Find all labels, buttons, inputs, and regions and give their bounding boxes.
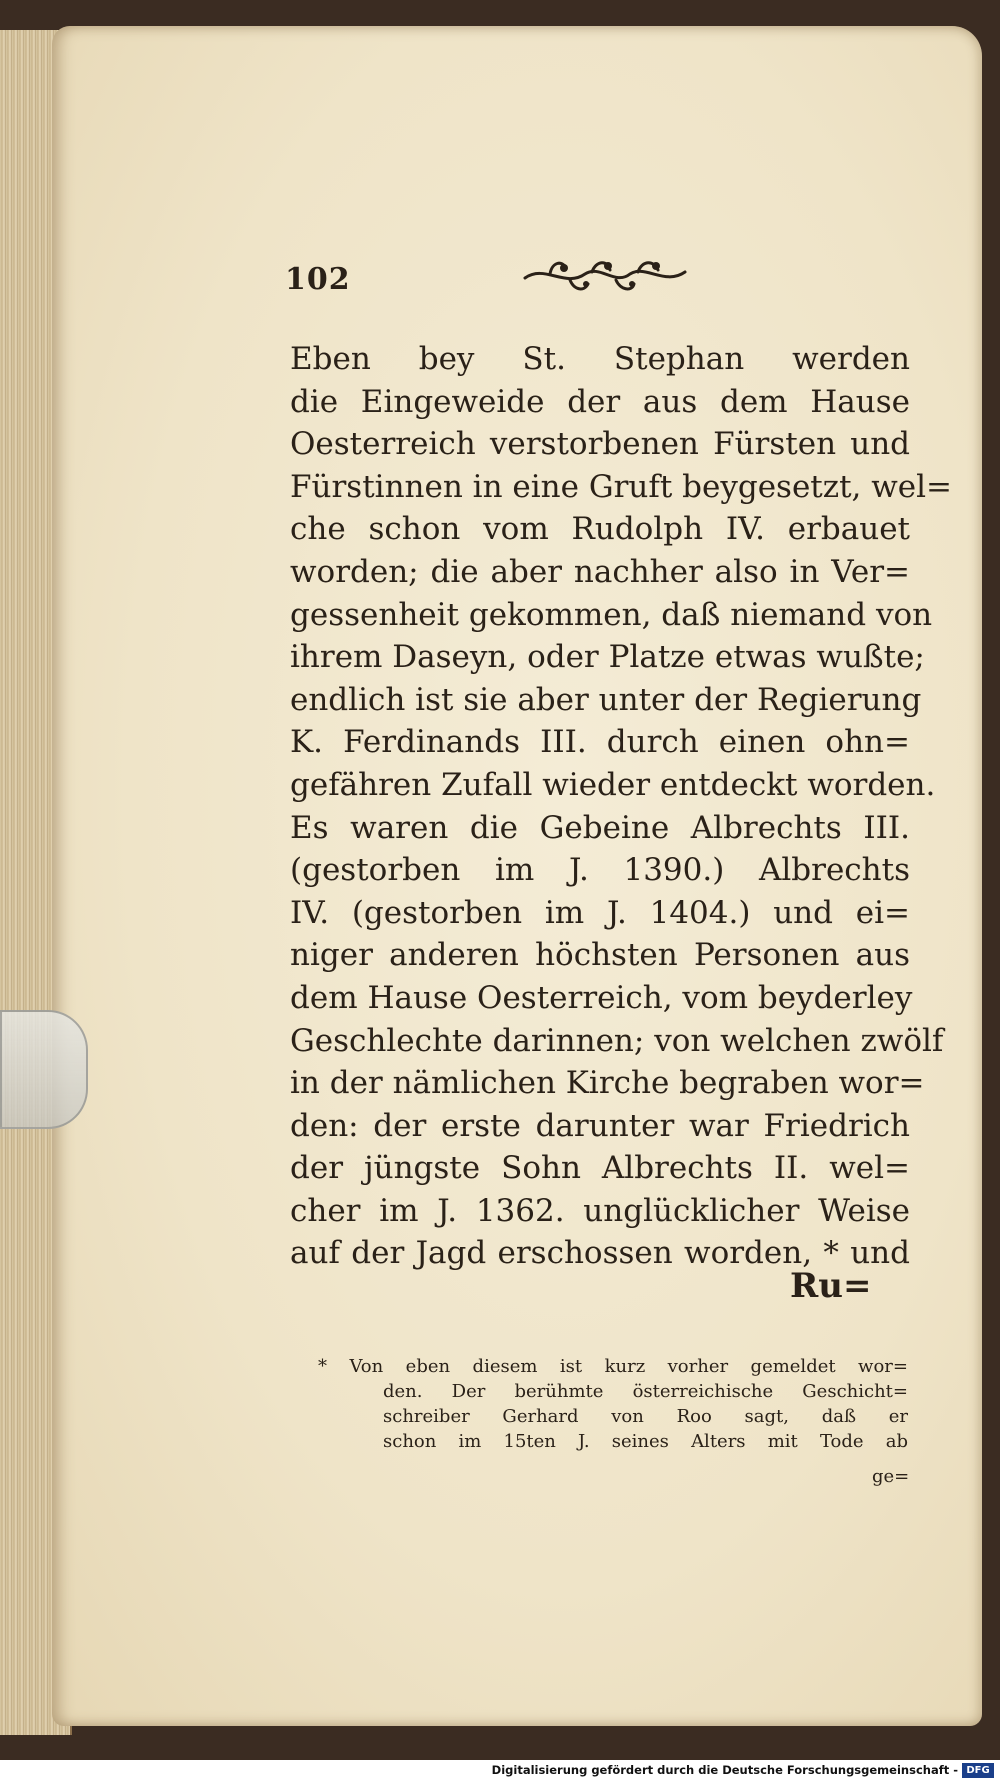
body-line: auf der Jagd erschossen worden, * und xyxy=(290,1235,910,1272)
body-line: Oesterreich verstorbenen Fürsten und xyxy=(290,426,910,463)
body-line: che schon vom Rudolph IV. erbauet xyxy=(290,511,910,548)
body-line: (gestorben im J. 1390.) Albrechts xyxy=(290,852,910,889)
body-line: worden; die aber nachher also in Ver= xyxy=(290,553,910,590)
body-line: niger anderen höchsten Personen aus xyxy=(290,937,910,974)
body-line: endlich ist sie aber unter der Regierung xyxy=(290,681,922,718)
body-line: Es waren die Gebeine Albrechts III. xyxy=(290,809,910,846)
footnote-catchword: ge= xyxy=(872,1466,910,1487)
footnote-line: schreiber Gerhard von Roo sagt, daß er xyxy=(383,1406,908,1427)
body-line: cher im J. 1362. unglücklicher Weise xyxy=(290,1192,910,1229)
body-line: in der nämlichen Kirche begraben wor= xyxy=(290,1065,925,1102)
body-line: dem Hause Oesterreich, vom beyderley xyxy=(290,979,913,1016)
body-line: der jüngste Sohn Albrechts II. wel= xyxy=(290,1150,910,1187)
dfg-logo: DFG xyxy=(962,1763,994,1778)
digitization-credit: Digitalisierung gefördert durch die Deutsche Forschungsgemeinschaft - xyxy=(491,1763,958,1777)
body-line: Eben bey St. Stephan werden xyxy=(290,341,910,377)
footnote xyxy=(318,1354,908,1454)
page-number: 102 xyxy=(285,262,351,297)
footnote-line: den. Der berühmte österreichische Geschicht= xyxy=(383,1381,908,1402)
body-line: gefähren Zufall wieder entdeckt worden. xyxy=(290,766,936,803)
body-text xyxy=(290,338,953,1275)
body-line: IV. (gestorben im J. 1404.) und ei= xyxy=(290,894,910,931)
body-line: Fürstinnen in eine Gruft beygesetzt, wel= xyxy=(290,468,953,505)
body-line: ihrem Daseyn, oder Platze etwas wußte; xyxy=(290,639,925,676)
body-line: den: der erste darunter war Friedrich xyxy=(290,1107,910,1144)
floral-ornament-icon xyxy=(520,252,690,298)
body-line: die Eingeweide der aus dem Hause xyxy=(290,383,910,420)
body-line: K. Ferdinands III. durch einen ohn= xyxy=(290,724,910,761)
catchword: Ru= xyxy=(790,1266,872,1306)
footnote-line: schon im 15ten J. seines Alters mit Tode ab xyxy=(383,1431,908,1452)
body-line: gessenheit gekommen, daß niemand von xyxy=(290,596,933,633)
body-line: Geschlechte darinnen; von welchen zwölf xyxy=(290,1022,944,1059)
footnote-line: * Von eben diesem ist kurz vorher gemeldet wor= xyxy=(318,1356,908,1377)
page-clip xyxy=(0,1010,88,1129)
